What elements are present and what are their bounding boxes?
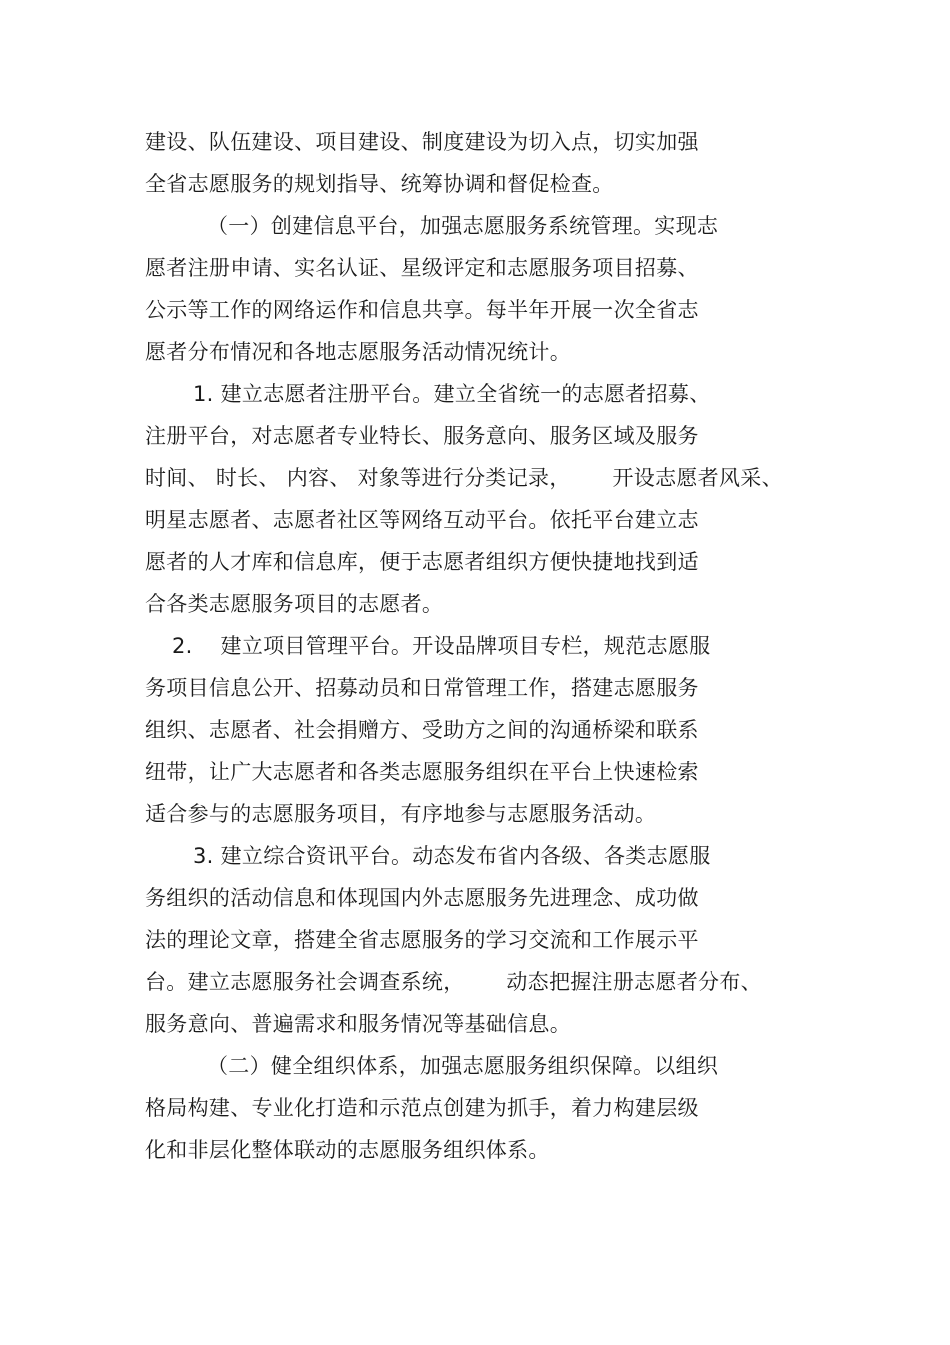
paragraph-line: 务组织的活动信息和体现国内外志愿服务先进理念、成功做 — [145, 886, 699, 910]
paragraph-line: 化和非层化整体联动的志愿服务组织体系。 — [145, 1138, 550, 1162]
section-heading-line: （二）健全组织体系，加强志愿服务组织保障。以组织 — [207, 1054, 719, 1078]
paragraph-line: 纽带，让广大志愿者和各类志愿服务组织在平台上快速检索 — [145, 760, 699, 784]
paragraph-line: 适合参与的志愿服务项目，有序地参与志愿服务活动。 — [145, 802, 657, 826]
paragraph-line: 愿者的人才库和信息库，便于志愿者组织方便快捷地找到适 — [145, 550, 699, 574]
paragraph-line: 组织、志愿者、社会捐赠方、受助方之间的沟通桥梁和联系 — [145, 718, 699, 742]
paragraph-line: 格局构建、专业化打造和示范点创建为抓手，着力构建层级 — [145, 1096, 699, 1120]
paragraph-line: 注册平台，对志愿者专业特长、服务意向、服务区域及服务 — [145, 424, 699, 448]
paragraph-line: 明星志愿者、志愿者社区等网络互动平台。依托平台建立志 — [145, 508, 699, 532]
list-item-line: 3. 建立综合资讯平台。动态发布省内各级、各类志愿服 — [193, 844, 711, 868]
list-item-line: 2. 建立项目管理平台。开设品牌项目专栏，规范志愿服 — [172, 634, 711, 658]
paragraph-line: 合各类志愿服务项目的志愿者。 — [145, 592, 444, 616]
paragraph-line: 愿者分布情况和各地志愿服务活动情况统计。 — [145, 340, 571, 364]
paragraph-line: 务项目信息公开、招募动员和日常管理工作，搭建志愿服务 — [145, 676, 699, 700]
paragraph-line: 公示等工作的网络运作和信息共享。每半年开展一次全省志 — [145, 298, 699, 322]
paragraph-line: 全省志愿服务的规划指导、统筹协调和督促检查。 — [145, 172, 614, 196]
list-item-line: 1. 建立志愿者注册平台。建立全省统一的志愿者招募、 — [193, 382, 711, 406]
section-heading-line: （一）创建信息平台，加强志愿服务系统管理。实现志 — [207, 214, 719, 238]
paragraph-line: 台。建立志愿服务社会调查系统， 动态把握注册志愿者分布、 — [145, 970, 762, 994]
paragraph-line: 建设、队伍建设、项目建设、制度建设为切入点，切实加强 — [145, 130, 699, 154]
paragraph-line: 服务意向、普遍需求和服务情况等基础信息。 — [145, 1012, 571, 1036]
paragraph-line: 愿者注册申请、实名认证、星级评定和志愿服务项目招募、 — [145, 256, 699, 280]
paragraph-line: 法的理论文章，搭建全省志愿服务的学习交流和工作展示平 — [145, 928, 699, 952]
paragraph-line: 时间、 时长、 内容、 对象等进行分类记录， 开设志愿者风采、 — [145, 466, 783, 490]
